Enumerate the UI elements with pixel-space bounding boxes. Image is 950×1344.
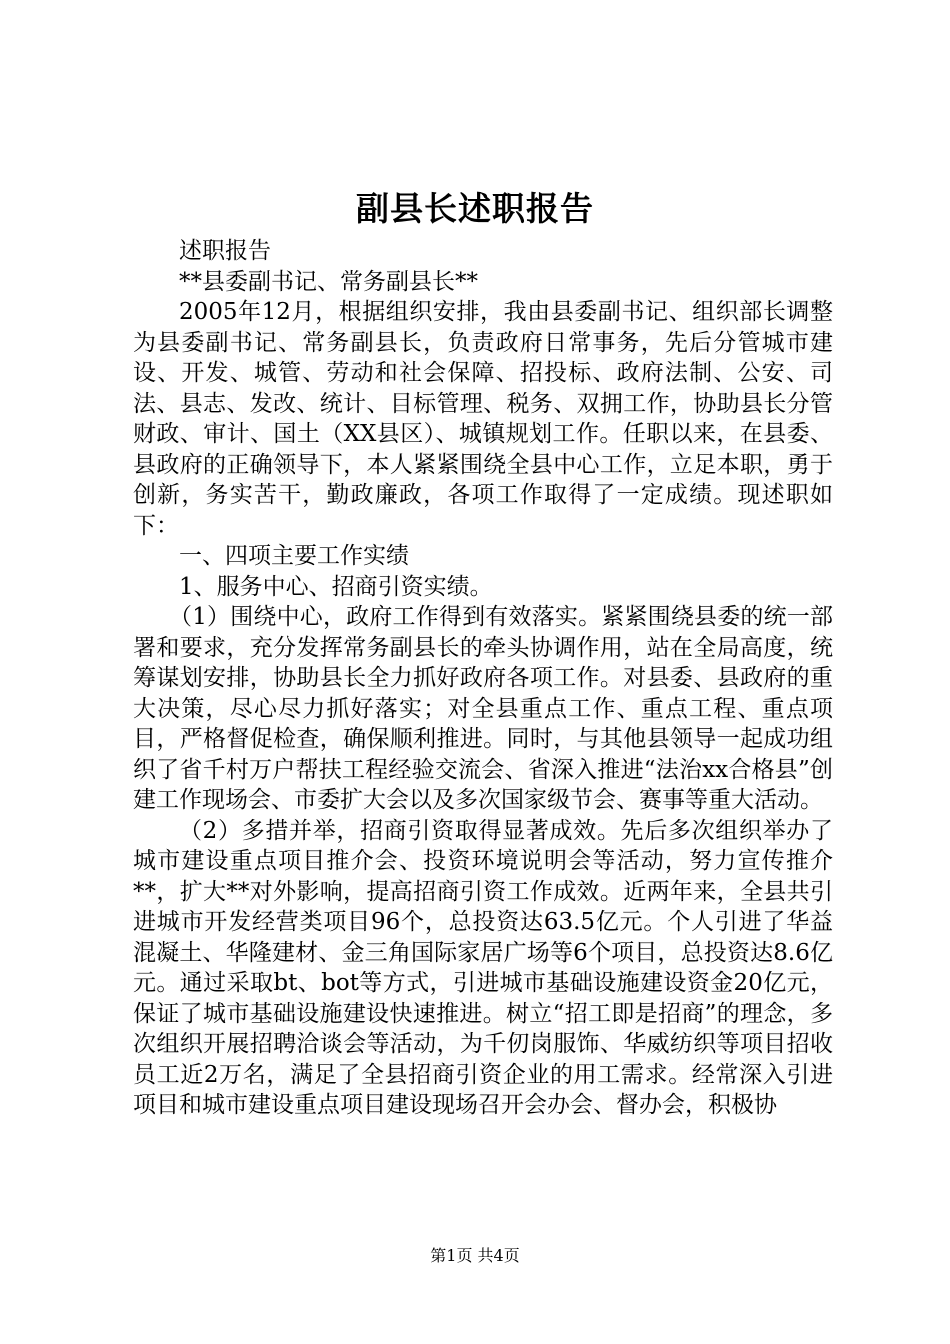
page-title: 副县长述职报告 — [356, 189, 594, 228]
paragraph-item-1: （1）围绕中心，政府工作得到有效落实。紧紧围绕县委的统一部署和要求，充分发挥常务副县长的牵头协调作用，站在全局高度，统筹谋划安排，协助县长全力抓好政府各项工作。对县委、县政府的重大决策，尽心尽力抓好落实；对全县重点工作、重点工程、重点项目，严格督促检查，确保顺利推进。同时，与其他县领导一起成功组织了省千村万户帮扶工程经验交流会、省深入推进“法治xx合格县”创建工作现场会、市委扩大会以及多次国家级节会、赛事等重大活动。 — [133, 604, 833, 813]
paragraph-section-heading: 一、四项主要工作实绩 — [179, 543, 409, 569]
paragraph-heading-report: 述职报告 — [179, 238, 271, 264]
paragraph-author: **县委副书记、常务副县长** — [179, 268, 478, 295]
document-body — [133, 236, 833, 1121]
paragraph-item-2: （2）多措并举，招商引资取得显著成效。先后多次组织举办了城市建设重点项目推介会、投资环境说明会等活动，努力宣传推介**，扩大**对外影响，提高招商引资工作成效。近两年来，全县共引进城市开发经营类项目96个，总投资达63.5亿元。个人引进了华益混凝土、华隆建材、金三角国际家居广场等6个项目，总投资达8.6亿元。通过采取bt、bot等方式，引进城市基础设施建设资金20亿元，保证了城市基础设施建设快速推进。树立“招工即是招商”的理念，多次组织开展招聘洽谈会等活动，为千仞岗服饰、华威纺织等项目招收员工近2万名，满足了全县招商引资企业的用工需求。经常深入引进项目和城市建设重点项目建设现场召开会办会、督办会，积极协 — [133, 817, 833, 1118]
page-footer: 第1页 共4页 — [430, 1246, 520, 1265]
paragraph-intro: 2005年12月，根据组织安排，我由县委副书记、组织部长调整为县委副书记、常务副县长，负责政府日常事务，先后分管城市建设、开发、城管、劳动和社会保障、招投标、政府法制、公安、司法、县志、发改、统计、目标管理、税务、双拥工作，协助县长分管财政、审计、国土（XX县区）、城镇规划工作。任职以来，在县委、县政府的正确领导下，本人紧紧围绕全县中心工作，立足本职，勇于创新，务实苦干，勤政廉政，各项工作取得了一定成绩。现述职如下： — [133, 299, 833, 539]
paragraph-subsection-heading: 1、服务中心、招商引资实绩。 — [179, 573, 493, 600]
